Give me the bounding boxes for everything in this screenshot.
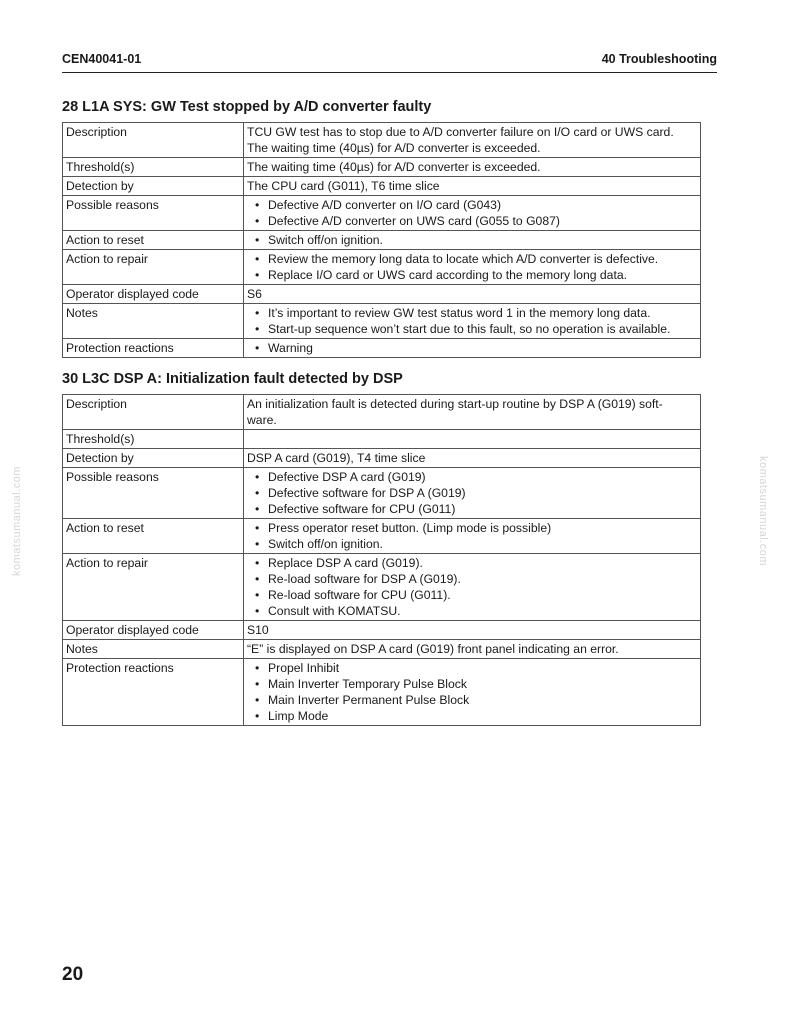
table-row	[63, 339, 701, 358]
row-label: Action to repair	[63, 554, 244, 621]
row-value	[244, 519, 701, 554]
row-label: Description	[63, 123, 244, 158]
row-label: Possible reasons	[63, 468, 244, 519]
table-row	[63, 640, 701, 659]
list-item: • Press operator reset button. (Limp mode is possible)	[247, 520, 697, 536]
row-value	[244, 395, 701, 430]
table-row	[63, 430, 701, 449]
row-label: Action to reset	[63, 519, 244, 554]
document-id: CEN40041-01	[62, 52, 142, 66]
list-item: • Re-load software for CPU (G011).	[247, 587, 697, 603]
row-value: DSP A card (G019), T4 time slice	[244, 449, 701, 468]
row-label: Threshold(s)	[63, 430, 244, 449]
list-item: • Start-up sequence won’t start due to this fault, so no operation is available.	[247, 321, 697, 337]
list-item: • Replace DSP A card (G019).	[247, 555, 697, 571]
table-row	[63, 196, 701, 231]
description-line: TCU GW test has to stop due to A/D converter failure on I/O card or UWS card.	[247, 125, 674, 139]
description-line: An initialization fault is detected during start-up routine by DSP A (G019) soft-	[247, 397, 663, 411]
row-label: Description	[63, 395, 244, 430]
row-label: Detection by	[63, 177, 244, 196]
watermark-right: komatsumanual.com	[757, 456, 769, 566]
row-value: The waiting time (40µs) for A/D converter is exceeded.	[244, 158, 701, 177]
chapter-title: 40 Troubleshooting	[601, 52, 717, 66]
section-title: 30 L3C DSP A: Initialization fault detected by DSP	[62, 371, 403, 387]
fault-table	[62, 122, 701, 358]
table-row	[63, 285, 701, 304]
bullet-list	[247, 555, 697, 619]
row-value	[244, 304, 701, 339]
list-item: • Review the memory long data to locate which A/D converter is defective.	[247, 251, 697, 267]
list-item: • Main Inverter Permanent Pulse Block	[247, 692, 697, 708]
row-label: Action to reset	[63, 231, 244, 250]
bullet-list	[247, 197, 697, 229]
bullet-list	[247, 305, 697, 337]
bullet-list	[247, 340, 697, 356]
row-label: Operator displayed code	[63, 285, 244, 304]
row-value: S10	[244, 621, 701, 640]
table-row	[63, 468, 701, 519]
bullet-list	[247, 660, 697, 724]
list-item: • Limp Mode	[247, 708, 697, 724]
table-row	[63, 250, 701, 285]
table-row	[63, 449, 701, 468]
row-label: Threshold(s)	[63, 158, 244, 177]
table-row	[63, 123, 701, 158]
section-title: 28 L1A SYS: GW Test stopped by A/D converter faulty	[62, 99, 432, 115]
row-value	[244, 231, 701, 250]
row-value: S6	[244, 285, 701, 304]
fault-table	[62, 394, 701, 726]
list-item: • Switch off/on ignition.	[247, 536, 697, 552]
table-row	[63, 519, 701, 554]
row-label: Detection by	[63, 449, 244, 468]
row-label: Notes	[63, 304, 244, 339]
row-label: Protection reactions	[63, 339, 244, 358]
row-value	[244, 554, 701, 621]
row-value	[244, 250, 701, 285]
table-row	[63, 177, 701, 196]
description-line: ware.	[247, 413, 277, 427]
row-value	[244, 430, 701, 449]
list-item: • Main Inverter Temporary Pulse Block	[247, 676, 697, 692]
row-value	[244, 468, 701, 519]
page-number: 20	[62, 964, 84, 985]
row-label: Notes	[63, 640, 244, 659]
list-item: • It’s important to review GW test status word 1 in the memory long data.	[247, 305, 697, 321]
bullet-list	[247, 251, 697, 283]
watermark-left: komatsumanual.com	[11, 466, 23, 576]
list-item: • Replace I/O card or UWS card according to the memory long data.	[247, 267, 697, 283]
list-item: • Defective software for CPU (G011)	[247, 501, 697, 517]
table-row	[63, 304, 701, 339]
row-label: Action to repair	[63, 250, 244, 285]
row-label: Operator displayed code	[63, 621, 244, 640]
list-item: • Switch off/on ignition.	[247, 232, 697, 248]
bullet-list	[247, 232, 697, 248]
row-value	[244, 659, 701, 726]
list-item: • Warning	[247, 340, 697, 356]
table-row	[63, 621, 701, 640]
page-header	[62, 52, 717, 73]
table-row	[63, 659, 701, 726]
table-row	[63, 395, 701, 430]
list-item: • Defective DSP A card (G019)	[247, 469, 697, 485]
row-label: Protection reactions	[63, 659, 244, 726]
row-value: The CPU card (G011), T6 time slice	[244, 177, 701, 196]
table-row	[63, 231, 701, 250]
bullet-list	[247, 469, 697, 517]
row-value: “E” is displayed on DSP A card (G019) front panel indicating an error.	[244, 640, 701, 659]
table-row	[63, 158, 701, 177]
table-row	[63, 554, 701, 621]
list-item: • Defective A/D converter on UWS card (G055 to G087)	[247, 213, 697, 229]
list-item: • Defective A/D converter on I/O card (G043)	[247, 197, 697, 213]
row-value	[244, 123, 701, 158]
row-value	[244, 339, 701, 358]
list-item: • Propel Inhibit	[247, 660, 697, 676]
list-item: • Re-load software for DSP A (G019).	[247, 571, 697, 587]
list-item: • Defective software for DSP A (G019)	[247, 485, 697, 501]
list-item: • Consult with KOMATSU.	[247, 603, 697, 619]
row-label: Possible reasons	[63, 196, 244, 231]
row-value	[244, 196, 701, 231]
description-line: The waiting time (40µs) for A/D converter is exceeded.	[247, 141, 541, 155]
bullet-list	[247, 520, 697, 552]
